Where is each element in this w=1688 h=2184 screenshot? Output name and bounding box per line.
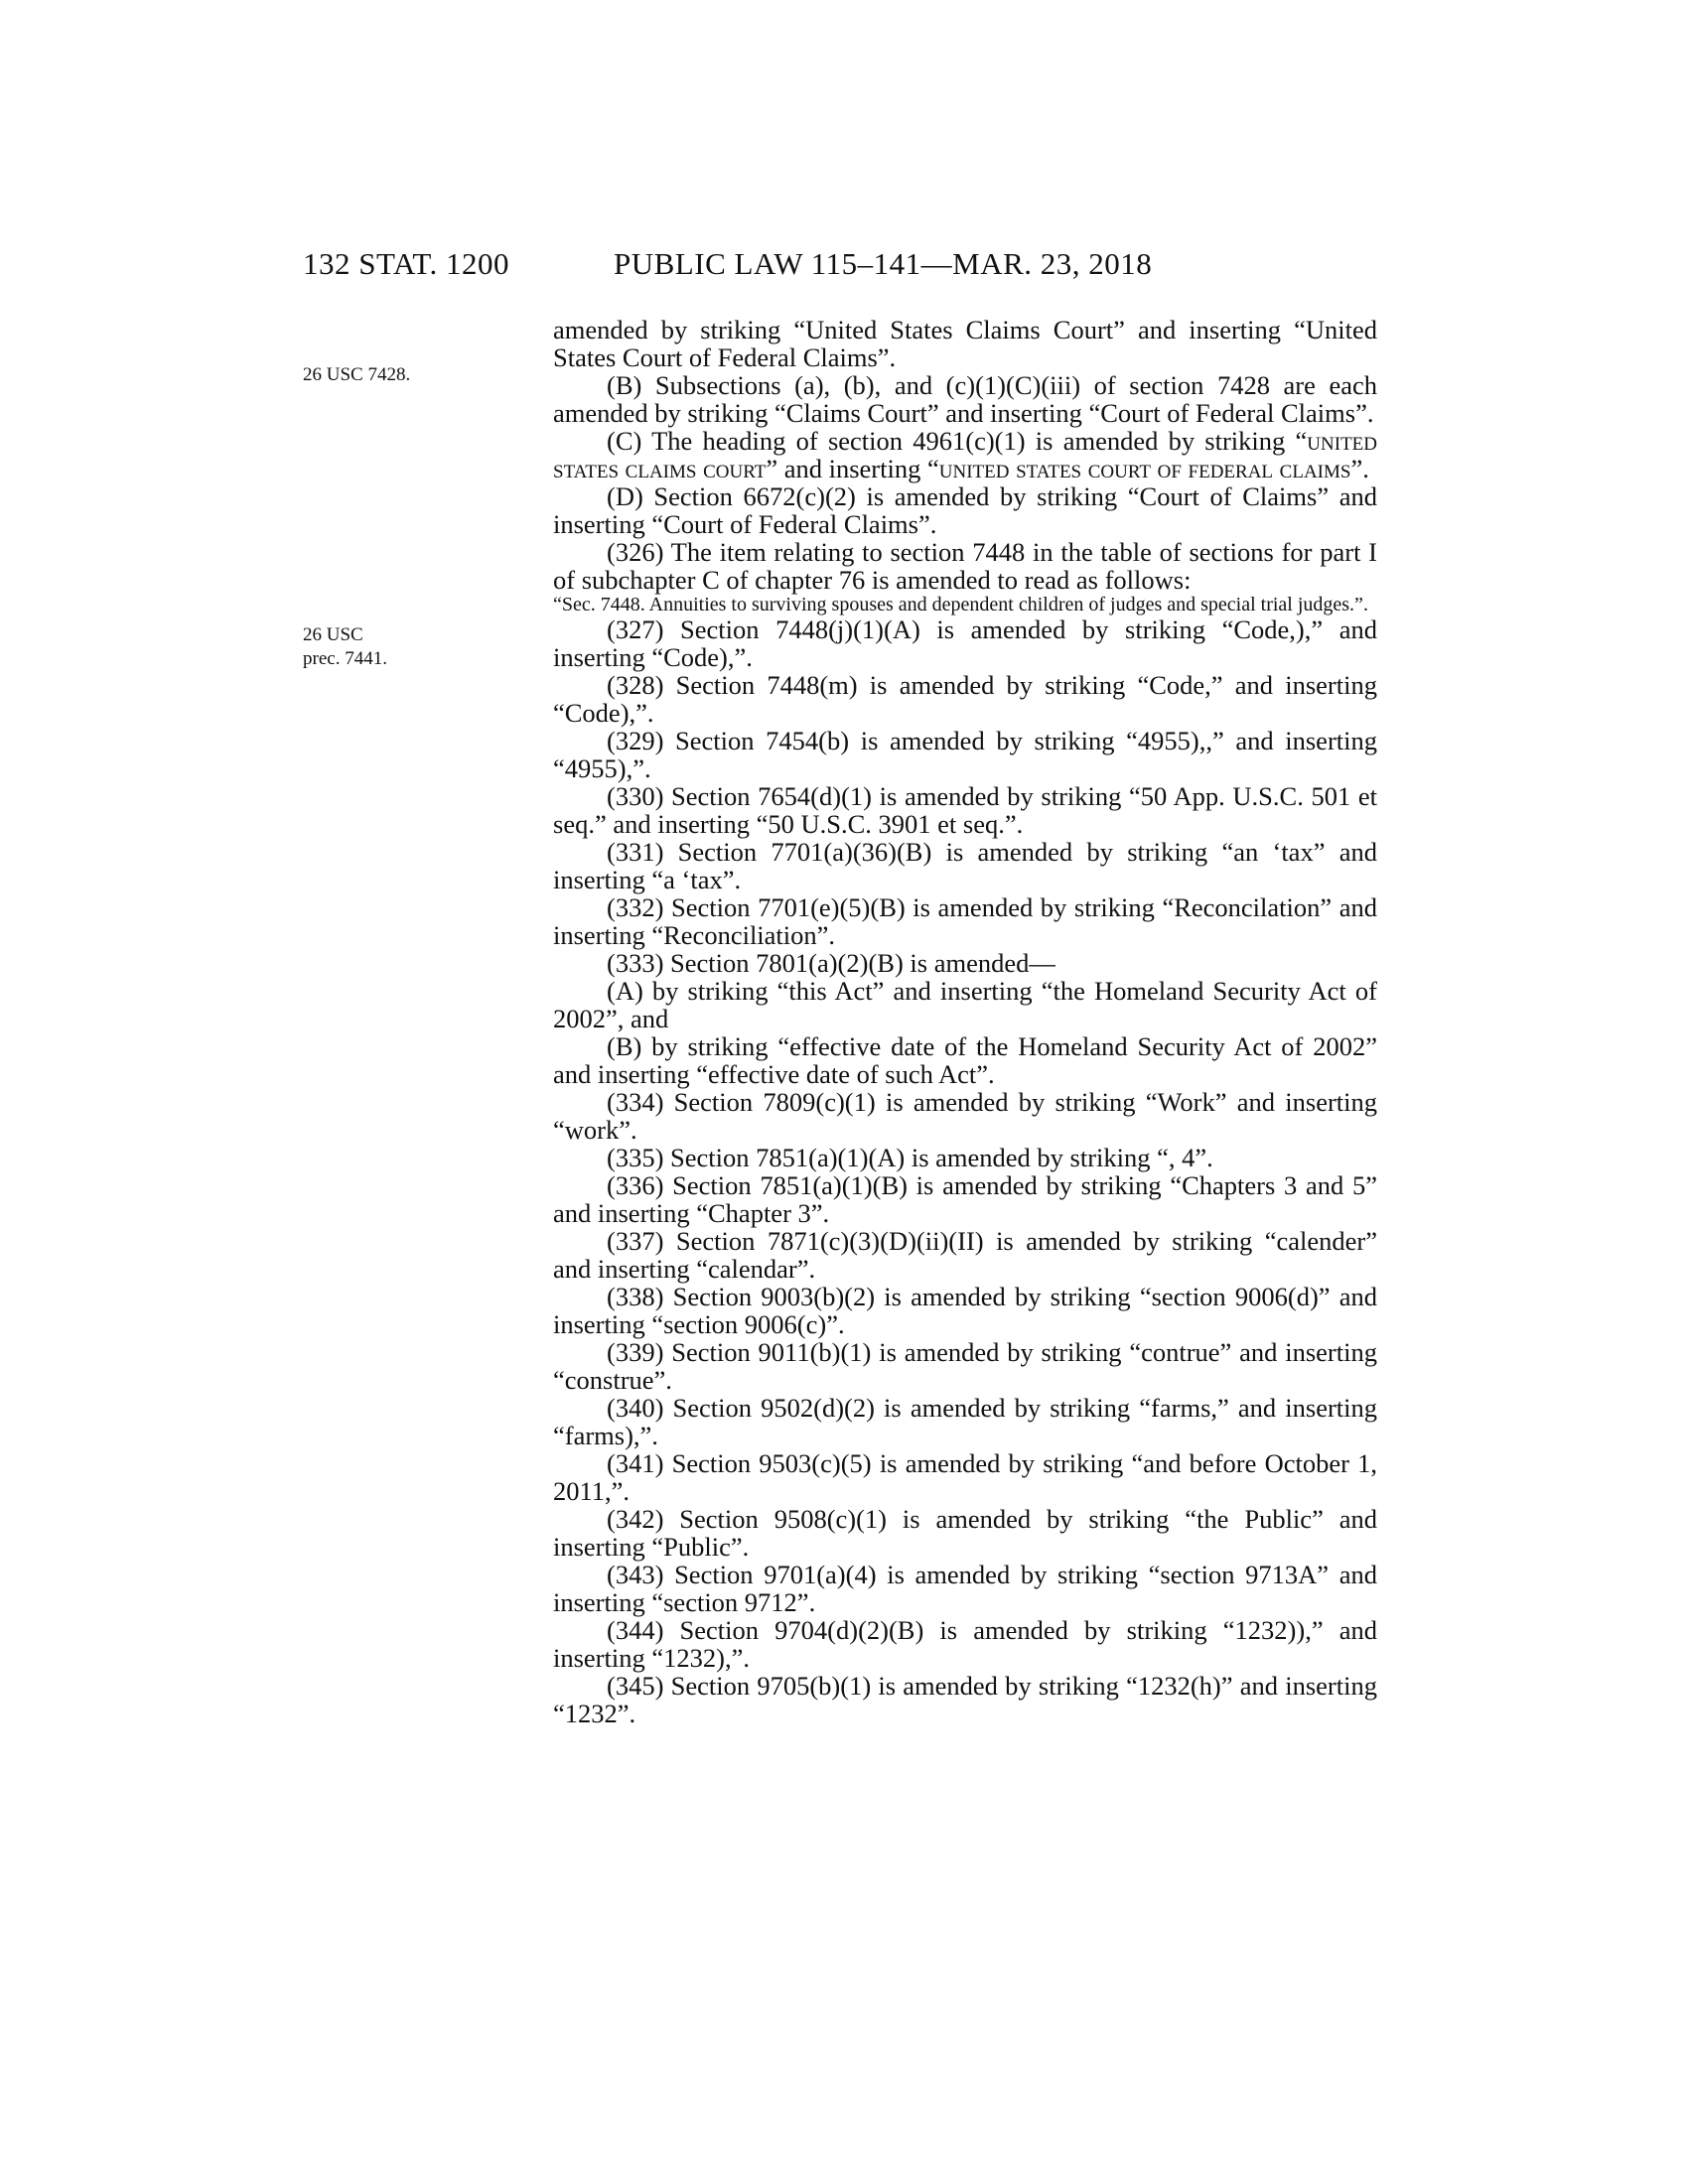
margin-note-usc-7428: 26 USC 7428.: [303, 364, 411, 385]
paragraph-334: (334) Section 7809(c)(1) is amended by striking “Work” and inserting “work”.: [553, 1087, 1377, 1145]
paragraph-341: (341) Section 9503(c)(5) is amended by striking “and before October 1, 2011,”.: [553, 1448, 1377, 1506]
paragraph-332: (332) Section 7701(e)(5)(B) is amended by striking “Reconcilation” and inserting “Reconciliation”.: [553, 892, 1377, 950]
paragraph-c: [553, 427, 1377, 482]
paragraph-328: (328) Section 7448(m) is amended by striking “Code,” and inserting “Code),”.: [553, 670, 1377, 728]
paragraph-d: (D) Section 6672(c)(2) is amended by striking “Court of Claims” and inserting “Court of Federal Claims”.: [553, 481, 1377, 539]
margin-note-line: prec. 7441.: [303, 648, 387, 669]
margin-note-line: 26 USC: [303, 624, 363, 645]
paragraph-340: (340) Section 9502(d)(2) is amended by striking “farms,” and inserting “farms),”.: [553, 1393, 1377, 1450]
paragraph-329: (329) Section 7454(b) is amended by striking “4955),,” and inserting “4955),”.: [553, 726, 1377, 783]
small-caps-run: united states court of federal claims: [938, 454, 1351, 483]
paragraph-336: (336) Section 7851(a)(1)(B) is amended by striking “Chapters 3 and 5” and inserting “Chapter 3”.: [553, 1170, 1377, 1228]
page-reference: 132 STAT. 1200: [303, 246, 510, 281]
paragraph-339: (339) Section 9011(b)(1) is amended by striking “contrue” and inserting “construe”.: [553, 1337, 1377, 1395]
paragraph-333-b: (B) by striking “effective date of the Homeland Security Act of 2002” and inserting “effective date of such Act”.: [553, 1031, 1377, 1089]
paragraph-344: (344) Section 9704(d)(2)(B) is amended by striking “1232)),” and inserting “1232),”.: [553, 1615, 1377, 1673]
paragraph-335: (335) Section 7851(a)(1)(A) is amended by striking “, 4”.: [607, 1143, 1213, 1172]
paragraph-343: (343) Section 9701(a)(4) is amended by striking “section 9713A” and inserting “section 9712”.: [553, 1560, 1377, 1617]
margin-note-usc-prec-7441: [303, 623, 387, 671]
paragraph-331: (331) Section 7701(a)(36)(B) is amended by striking “an ‘tax” and inserting “a ‘tax”.: [553, 837, 1377, 894]
paragraph-337: (337) Section 7871(c)(3)(D)(ii)(II) is amended by striking “calender” and inserting “calendar”.: [553, 1226, 1377, 1284]
paragraph-b: (B) Subsections (a), (b), and (c)(1)(C)(iii) of section 7428 are each amended by striking “Claims Court” and inserting “Court of Federal Claims”.: [553, 370, 1377, 428]
paragraph-330: (330) Section 7654(d)(1) is amended by striking “50 App. U.S.C. 501 et seq.” and inserting “50 U.S.C. 3901 et seq.”.: [553, 781, 1377, 839]
paragraph-338: (338) Section 9003(b)(2) is amended by striking “section 9006(d)” and inserting “section 9006(c)”.: [553, 1282, 1377, 1339]
paragraph-342: (342) Section 9508(c)(1) is amended by striking “the Public” and inserting “Public”.: [553, 1504, 1377, 1562]
text-run: (C) The heading of section 4961(c)(1) is amended by striking “: [607, 426, 1308, 456]
paragraph-333: (333) Section 7801(a)(2)(B) is amended—: [607, 948, 1055, 978]
small-caps-run: united states claims court: [553, 426, 1377, 483]
document-body: [553, 316, 1377, 1727]
text-run: ”.: [1350, 454, 1369, 483]
paragraph-327: (327) Section 7448(j)(1)(A) is amended by striking “Code,),” and inserting “Code),”.: [553, 614, 1377, 672]
page-title: PUBLIC LAW 115–141—MAR. 23, 2018: [614, 246, 1153, 281]
text-run: ” and inserting “: [766, 454, 939, 483]
paragraph-333-a: (A) by striking “this Act” and inserting “the Homeland Security Act of 2002”, and: [553, 976, 1377, 1033]
paragraph-345: (345) Section 9705(b)(1) is amended by striking “1232(h)” and inserting “1232”.: [553, 1671, 1377, 1728]
table-of-sections-entry: “Sec. 7448. Annuities to surviving spouses and dependent children of judges and special trial judges.”.: [553, 594, 1368, 615]
paragraph-326: (326) The item relating to section 7448 in the table of sections for part I of subchapter C of chapter 76 is amended to read as follows:: [553, 537, 1377, 595]
paragraph-continuation: amended by striking “United States Claims Court” and inserting “United States Court of Federal Claims”.: [553, 315, 1377, 372]
